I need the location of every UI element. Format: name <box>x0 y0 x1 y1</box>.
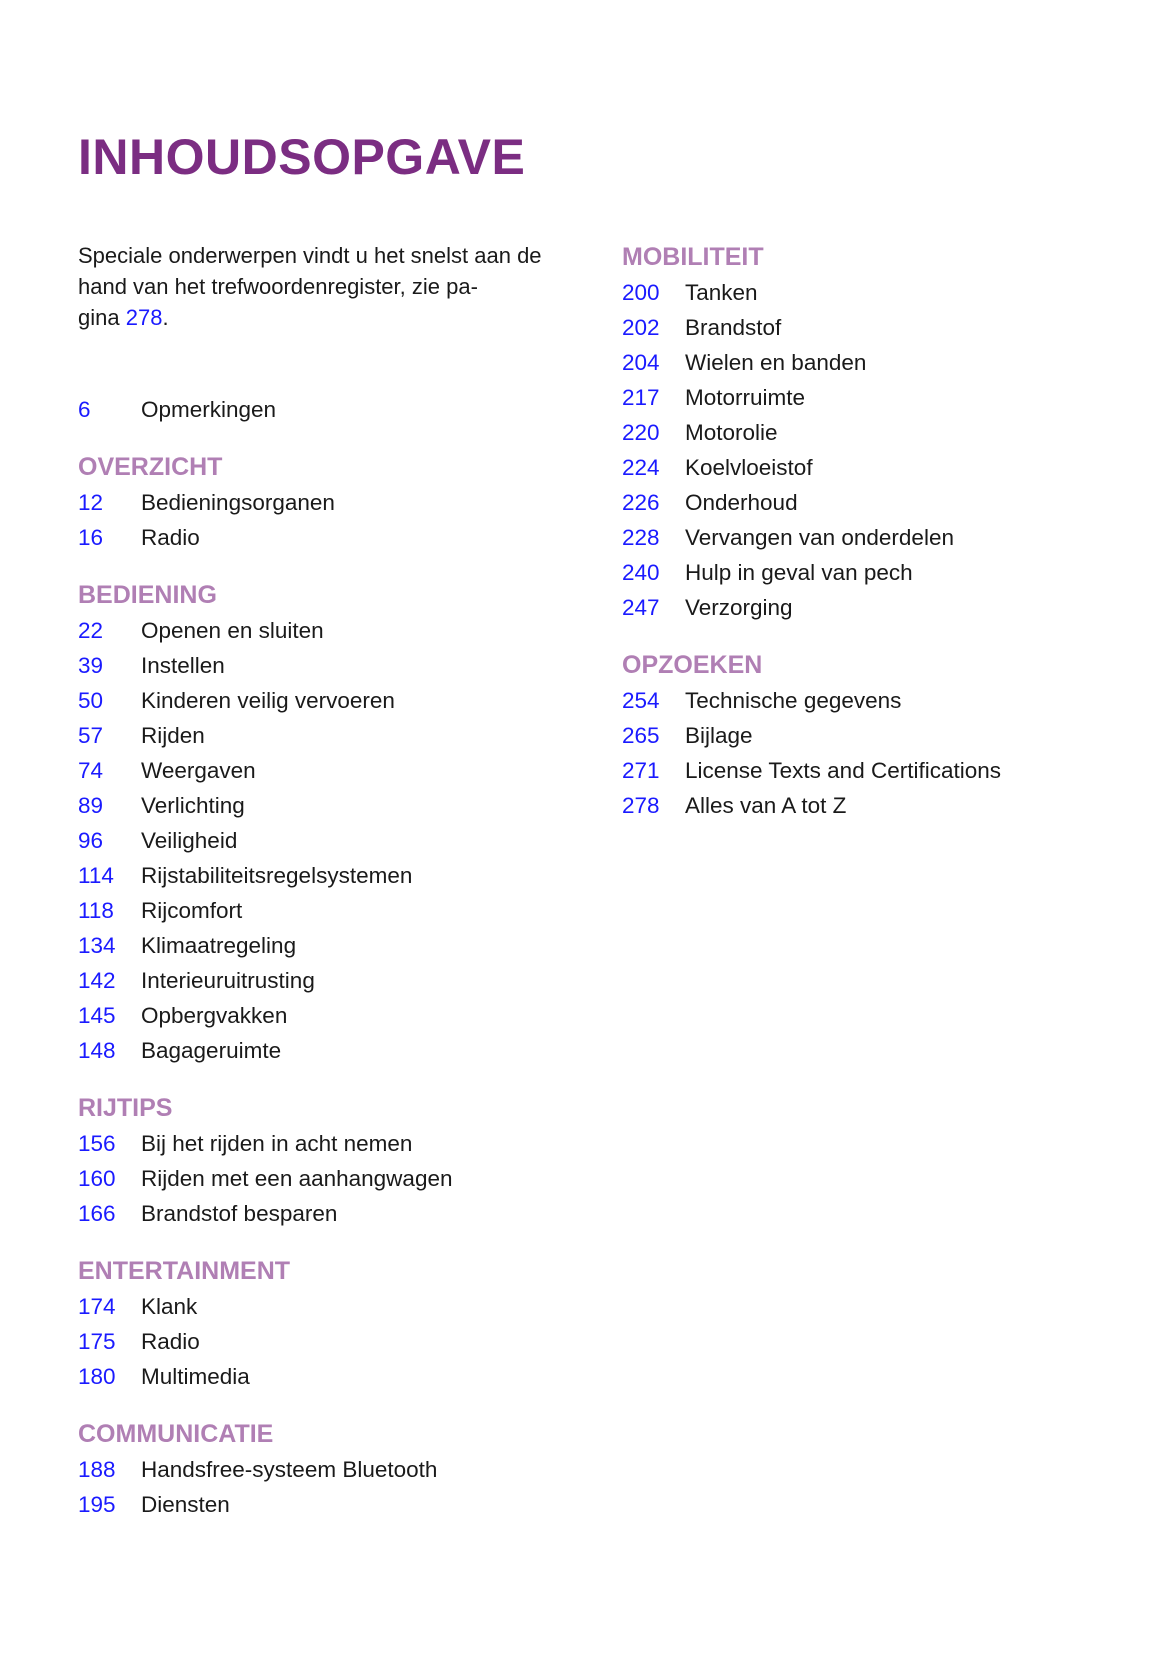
toc-entry-label: Onderhoud <box>685 490 798 515</box>
toc-page-number: 145 <box>78 1003 116 1028</box>
toc-page-number: 156 <box>78 1131 116 1156</box>
toc-entry[interactable] <box>622 788 1122 823</box>
toc-entry-label: License Texts and Certifications <box>685 758 1001 783</box>
toc-entry-label: Wielen en banden <box>685 350 867 375</box>
toc-page-number: 166 <box>78 1201 116 1226</box>
toc-entry[interactable] <box>622 555 1122 590</box>
toc-entry-label: Opbergvakken <box>141 1003 288 1028</box>
toc-page-number: 16 <box>78 525 104 550</box>
toc-page-number: 217 <box>622 385 660 410</box>
intro-line-3-prefix: gina <box>78 305 126 330</box>
toc-entry-label: Bagageruimte <box>141 1038 282 1063</box>
toc-entry-label: Vervangen van onderdelen <box>685 525 954 550</box>
toc-entry-label: Rijden met een aanhangwagen <box>141 1166 453 1191</box>
toc-entry-label: Rijstabiliteitsregelsystemen <box>141 863 413 888</box>
toc-page-number: 50 <box>78 688 104 713</box>
section-heading: OPZOEKEN <box>622 651 763 679</box>
toc-entry[interactable] <box>78 998 598 1033</box>
right-column <box>622 240 1122 823</box>
toc-page-number: 247 <box>622 595 660 620</box>
toc-entry[interactable] <box>78 1487 598 1522</box>
toc-entry-label: Openen en sluiten <box>141 618 324 643</box>
toc-entry[interactable] <box>622 310 1122 345</box>
toc-page-number: 265 <box>622 723 660 748</box>
toc-page-number: 195 <box>78 1492 116 1517</box>
toc-entry[interactable] <box>78 1359 598 1394</box>
toc-page-number: 22 <box>78 618 104 643</box>
toc-entry-label: Koelvloeistof <box>685 455 813 480</box>
toc-page-number: 142 <box>78 968 116 993</box>
toc-entry[interactable] <box>78 823 598 858</box>
toc-page-number: 271 <box>622 758 660 783</box>
toc-entry[interactable] <box>78 963 598 998</box>
intro-line-1: Speciale onderwerpen vindt u het snelst aan de <box>78 243 542 268</box>
toc-entry[interactable] <box>78 1324 598 1359</box>
toc-page-number: 96 <box>78 828 104 853</box>
toc-entry[interactable] <box>78 858 598 893</box>
toc-entry-label: Opmerkingen <box>141 397 277 422</box>
toc-entry[interactable] <box>78 1161 598 1196</box>
toc-entry[interactable] <box>622 380 1122 415</box>
toc-page-number: 224 <box>622 455 660 480</box>
section-heading: ENTERTAINMENT <box>78 1257 291 1285</box>
toc-entry-label: Motorruimte <box>685 385 806 410</box>
toc-entry-label: Technische gegevens <box>685 688 902 713</box>
intro-line-2: hand van het trefwoordenregister, zie pa- <box>78 274 478 299</box>
toc-entry-label: Verzorging <box>685 595 793 620</box>
section-heading: MOBILITEIT <box>622 243 764 271</box>
right-sections <box>622 240 1122 823</box>
toc-entry[interactable] <box>78 648 598 683</box>
toc-entry-label: Klank <box>141 1294 198 1319</box>
section-heading: BEDIENING <box>78 581 217 609</box>
toc-entry[interactable] <box>78 928 598 963</box>
toc-entry-label: Bij het rijden in acht nemen <box>141 1131 413 1156</box>
toc-section-communicatie <box>78 1417 598 1522</box>
toc-entry-label: Tanken <box>685 280 758 305</box>
left-column <box>78 240 598 1522</box>
section-heading: COMMUNICATIE <box>78 1420 274 1448</box>
toc-page-number: 228 <box>622 525 660 550</box>
section-heading: RIJTIPS <box>78 1094 173 1122</box>
index-page-link[interactable]: 278 <box>125 305 163 330</box>
toc-entry-label: Veiligheid <box>141 828 238 853</box>
toc-page-number: 174 <box>78 1294 116 1319</box>
toc-page-number: 74 <box>78 758 104 783</box>
toc-entry[interactable] <box>78 753 598 788</box>
toc-page-number: 175 <box>78 1329 116 1354</box>
toc-page-number: 148 <box>78 1038 116 1063</box>
toc-entry[interactable] <box>78 1033 598 1068</box>
toc-entry-label: Brandstof <box>685 315 782 340</box>
toc-entry[interactable] <box>78 520 598 555</box>
toc-entry-label: Rijcomfort <box>141 898 243 923</box>
toc-entry[interactable] <box>78 1126 598 1161</box>
toc-entry[interactable] <box>78 613 598 648</box>
toc-entry[interactable] <box>622 590 1122 625</box>
toc-entry-label: Hulp in geval van pech <box>685 560 913 585</box>
toc-entry[interactable] <box>622 683 1122 718</box>
toc-section-rijtips <box>78 1091 598 1231</box>
toc-entry-label: Bedieningsorganen <box>141 490 335 515</box>
toc-entry-label: Kinderen veilig vervoeren <box>141 688 395 713</box>
toc-section-opzoeken <box>622 648 1122 823</box>
toc-entry[interactable] <box>78 788 598 823</box>
toc-section-entertainment <box>78 1254 598 1394</box>
toc-page-number: 118 <box>78 898 114 923</box>
toc-entry-label: Alles van A tot Z <box>685 793 847 818</box>
toc-entry[interactable] <box>78 1289 598 1324</box>
toc-entry-label: Instellen <box>141 653 225 678</box>
toc-page-number: 204 <box>622 350 660 375</box>
toc-page-number: 278 <box>622 793 660 818</box>
toc-page-number: 188 <box>78 1457 116 1482</box>
toc-entry[interactable] <box>78 1196 598 1231</box>
toc-page-number: 39 <box>78 653 104 678</box>
toc-page-number: 226 <box>622 490 660 515</box>
toc-page-number: 202 <box>622 315 660 340</box>
toc-entry-label: Bijlage <box>685 723 753 748</box>
toc-page-number: 220 <box>622 420 660 445</box>
toc-page-number: 240 <box>622 560 660 585</box>
toc-entry-label: Radio <box>141 525 200 550</box>
toc-entry-label: Interieuruitrusting <box>141 968 315 993</box>
toc-entry[interactable] <box>622 485 1122 520</box>
toc-page-number: 114 <box>78 863 114 888</box>
toc-entry[interactable] <box>78 893 598 928</box>
toc-entry[interactable] <box>78 1452 598 1487</box>
toc-page-number: 200 <box>622 280 660 305</box>
intro-text <box>78 240 598 333</box>
toc-entry-label: Motorolie <box>685 420 778 445</box>
toc-entry[interactable] <box>622 275 1122 310</box>
toc-section-bediening <box>78 578 598 1068</box>
toc-entry-label: Verlichting <box>141 793 245 818</box>
toc-entry-label: Weergaven <box>141 758 256 783</box>
toc-page-number: 160 <box>78 1166 116 1191</box>
toc-section-overzicht <box>78 450 598 555</box>
toc-entry-label: Radio <box>141 1329 200 1354</box>
section-heading: OVERZICHT <box>78 453 223 481</box>
toc-entry[interactable] <box>622 345 1122 380</box>
toc-page-number: 57 <box>78 723 104 748</box>
toc-entry[interactable] <box>622 415 1122 450</box>
toc-page-number: 12 <box>78 490 104 515</box>
toc-entry-opmerkingen[interactable] <box>78 392 598 427</box>
toc-page-number: 6 <box>78 397 91 422</box>
toc-page-number: 180 <box>78 1364 116 1389</box>
toc-page-number: 134 <box>78 933 116 958</box>
intro-line-3-suffix: . <box>162 305 169 330</box>
toc-entry[interactable] <box>622 753 1122 788</box>
toc-entry-label: Brandstof besparen <box>141 1201 338 1226</box>
toc-entry-label: Diensten <box>141 1492 230 1517</box>
toc-entry[interactable] <box>78 683 598 718</box>
toc-entry[interactable] <box>622 718 1122 753</box>
left-sections <box>78 450 598 1522</box>
toc-entry[interactable] <box>622 520 1122 555</box>
toc-entry-label: Klimaatregeling <box>141 933 297 958</box>
toc-page-number: 254 <box>622 688 660 713</box>
toc-page-number: 89 <box>78 793 104 818</box>
toc-entry-label: Handsfree-systeem Bluetooth <box>141 1457 438 1482</box>
toc-entry-label: Rijden <box>141 723 205 748</box>
toc-entry[interactable] <box>622 450 1122 485</box>
page-title: INHOUDSOPGAVE <box>78 129 526 185</box>
toc-section-mobiliteit <box>622 240 1122 625</box>
toc-entry[interactable] <box>78 718 598 753</box>
toc-entry-label: Multimedia <box>141 1364 250 1389</box>
toc-entry[interactable] <box>78 485 598 520</box>
